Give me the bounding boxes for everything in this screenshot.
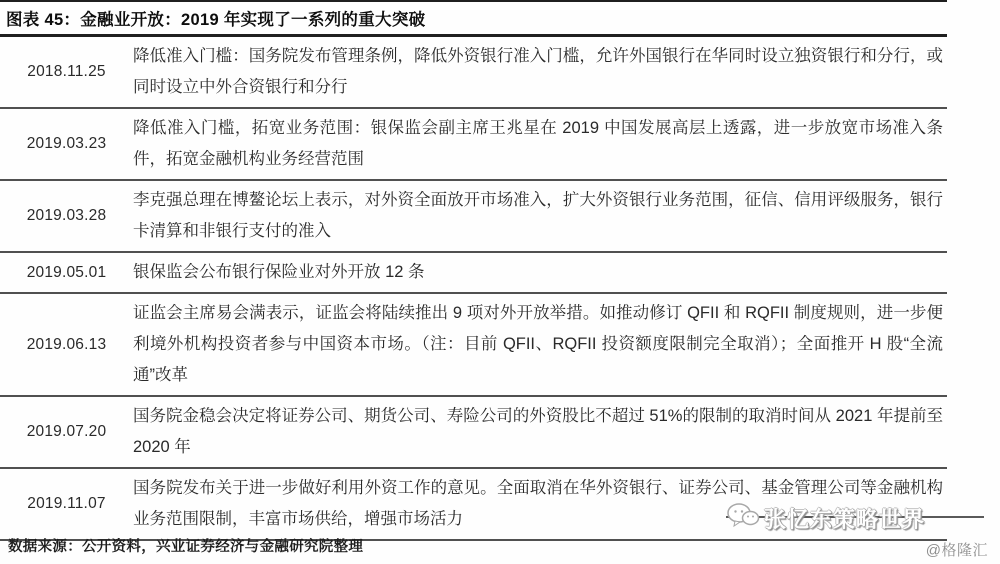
table-row [0,253,947,294]
data-source-note: 数据来源：公开资料，兴业证券经济与金融研究院整理 [8,539,364,555]
platform-tag: @格隆汇 [925,542,988,559]
brand-watermark [726,502,984,532]
wechat-icon [726,502,760,535]
table-row [0,397,947,469]
date-cell: 2019.07.20 [26,423,107,440]
table-row [0,181,947,253]
timeline-table [0,37,947,541]
date-cell: 2019.03.23 [26,135,107,152]
date-cell: 2019.03.28 [26,207,107,224]
watermark-brand-text: 张忆东策略世界 [764,507,926,532]
date-cell: 2019.11.07 [27,495,106,512]
event-description: 证监会主席易会满表示，证监会将陆续推出 9 项对外开放举措。如推动修订 QFII 和 RQFII 制度规则，进一步便利境外机构投资者参与中国资本市场。（注：目前 QFII、RQFII 投资额度限制完全取消）；全面推开 H 股“全流通”改革 [133,304,943,384]
event-description: 降低准入门槛：国务院发布管理条例，降低外资银行准入门槛，允许外国银行在华同时设立独资银行和分行，或同时设立中外合资银行和分行 [133,47,943,96]
watermark-content [726,502,984,535]
event-description: 李克强总理在博鳌论坛上表示，对外资全面放开市场准入，扩大外资银行业务范围，征信、信用评级服务，银行卡清算和非银行支付的准入 [133,191,943,240]
event-description: 国务院金稳会决定将证券公司、期货公司、寿险公司的外资股比不超过 51%的限制的取消时间从 2021 年提前至 2020 年 [133,407,943,456]
event-description: 降低准入门槛，拓宽业务范围：银保监会副主席王兆星在 2019 中国发展高层上透露，进一步放宽市场准入条件，拓宽金融机构业务经营范围 [133,119,943,168]
date-cell: 2018.11.25 [27,63,106,80]
table-row [0,294,947,397]
event-description: 银保监会公布银行保险业对外开放 12 条 [133,263,425,281]
event-description: 国务院发布关于进一步做好利用外资工作的意见。全面取消在华外资银行、证券公司、基金管理公司等金融机构业务范围限制，丰富市场供给，增强市场活力 [133,479,943,528]
date-cell: 2019.05.01 [26,263,107,281]
table-row [0,37,947,109]
table-row [0,109,947,181]
date-cell: 2019.06.13 [26,335,107,353]
figure-title: 图表 45：金融业开放：2019 年实现了一系列的重大突破 [0,0,947,37]
